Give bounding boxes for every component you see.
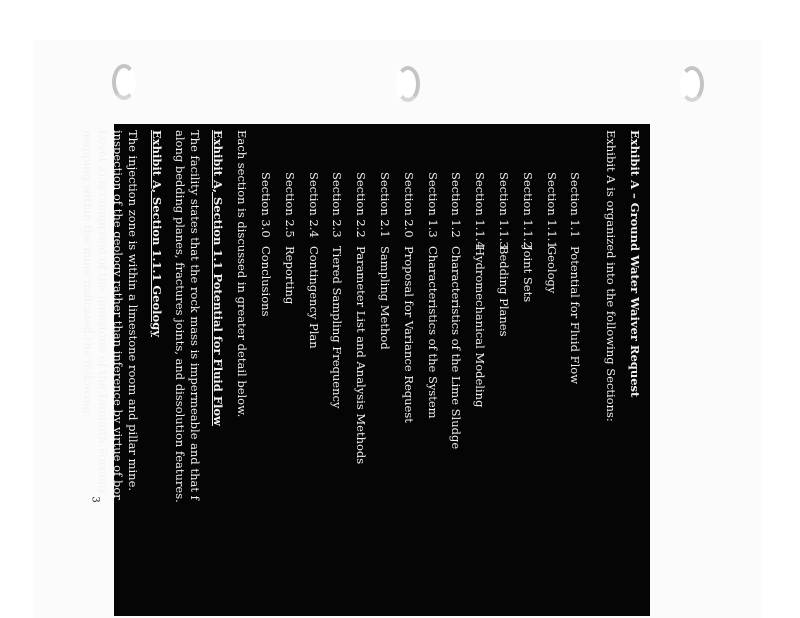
section-item: Section 1.2 Characteristics of the Lime Sludge	[449, 172, 464, 450]
section-item: Section 1.1.4 Hydromechanical Modeling	[473, 172, 488, 408]
closing-line: Each section is discussed in greater detail below.	[235, 130, 250, 418]
section-1-1-1-heading: Exhibit A, Section 1.1.1 Geology	[149, 130, 164, 337]
paragraph-line: Level 2) is comprised of the limestone of the Dunleith Formati	[95, 130, 110, 494]
section-item: Section 2.0 Proposal for Variance Request	[401, 172, 416, 423]
section-1-1-heading: Exhibit A, Section 1.1 Potential for Fluid Flow	[211, 130, 226, 426]
section-item: Section 1.3 Characteristics of the System	[425, 172, 440, 419]
paragraph-line: The facility states that the rock mass is impermeable and that f	[187, 130, 202, 500]
intro-line: Exhibit A is organized into the following Sections:	[604, 130, 619, 422]
paragraph-line: mapping within the mine indicated the following:	[80, 130, 95, 418]
section-item: Section 1.1.2 Joint Sets	[520, 172, 535, 303]
page-number: 3	[89, 496, 101, 503]
binder-hole	[396, 66, 420, 102]
document-title: Exhibit A – Ground Water Waiver Request	[628, 130, 642, 398]
section-item: Section 1.1.3 Bedding Planes	[497, 172, 512, 337]
rotated-text-block	[80, 124, 650, 616]
section-item: Section 2.5 Reporting	[282, 172, 297, 305]
section-item: Section 1.1.1 Geology	[544, 172, 559, 294]
section-item: Section 2.2 Parameter List and Analysis Methods	[354, 172, 369, 465]
section-item: Section 2.3 Tiered Sampling Frequency	[330, 172, 345, 409]
section-list	[253, 130, 586, 616]
section-item: Section 2.1 Sampling Method	[378, 172, 393, 350]
binder-hole	[112, 64, 136, 100]
document-panel	[80, 124, 650, 616]
paragraph-line: The injection zone is within a limestone room and pillar mine.	[125, 130, 140, 492]
paragraph-line: inspection of the geology rather than inference by virtue of bor	[110, 130, 125, 500]
paragraph-line: along bedding planes, fractures joints, and dissolution features.	[172, 130, 187, 503]
section-item: Section 3.0 Conclusions	[259, 172, 274, 317]
binder-hole	[680, 66, 704, 102]
section-item: Section 2.4 Contingency Plan	[306, 172, 321, 349]
section-item: Section 1.1 Potential for Fluid Flow	[568, 172, 583, 385]
